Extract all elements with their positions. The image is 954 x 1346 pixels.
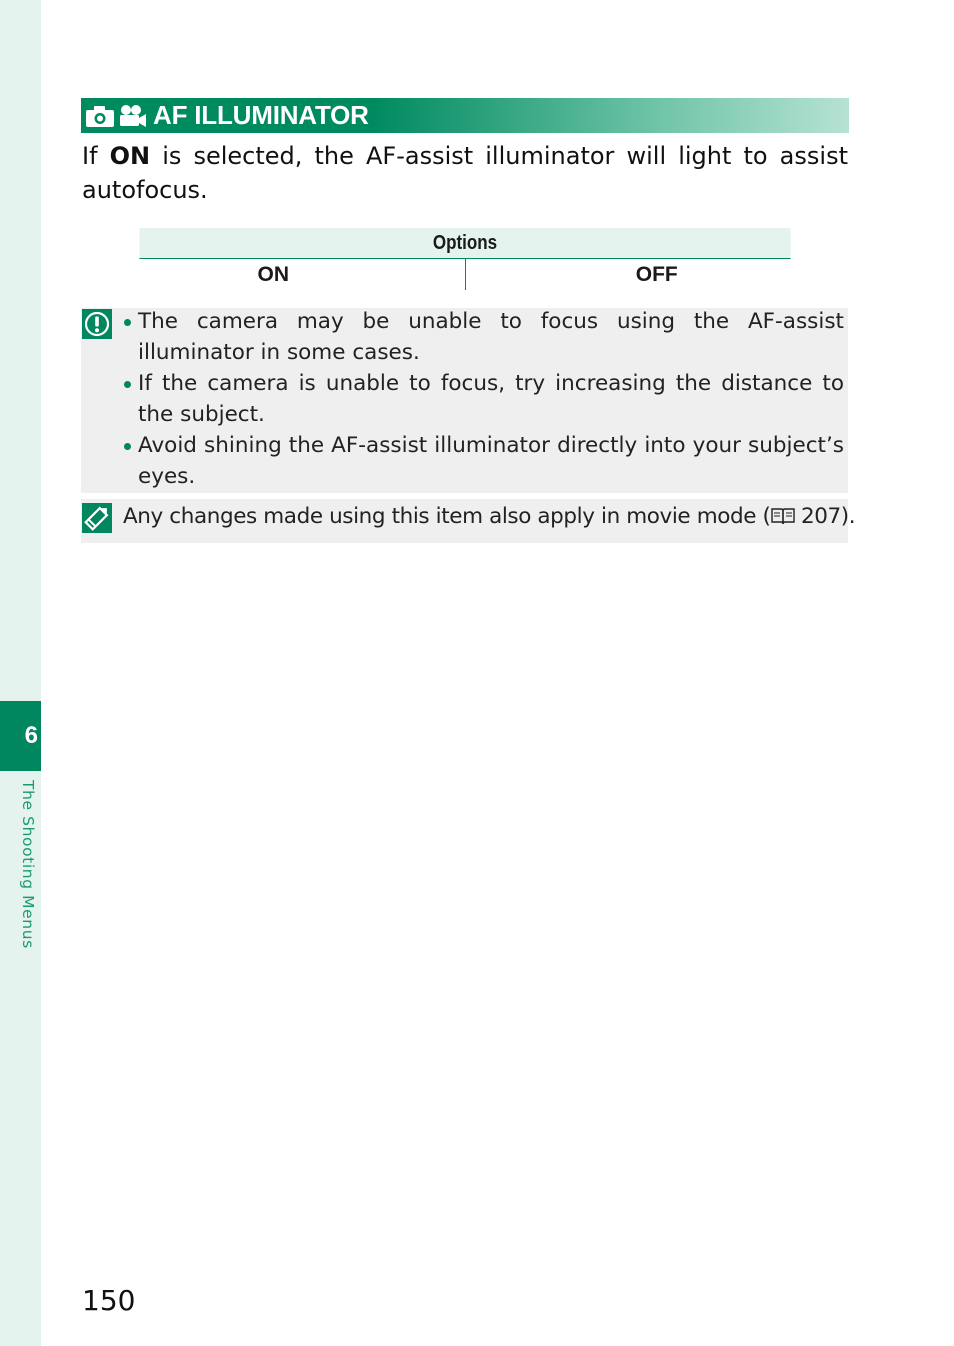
book-icon xyxy=(771,507,795,525)
movie-camera-icon xyxy=(117,104,147,128)
caution-box xyxy=(81,308,848,493)
options-row xyxy=(82,259,848,290)
tip-icon xyxy=(82,503,112,533)
caution-list xyxy=(122,306,844,492)
caution-icon xyxy=(82,309,112,339)
option-on: ON xyxy=(257,263,289,286)
page-number: 150 xyxy=(82,1284,136,1317)
section-title-bar xyxy=(81,98,849,133)
option-off: OFF xyxy=(465,259,849,290)
caution-item: Avoid shining the AF-assist illuminator directly into your subject’s eyes. xyxy=(122,430,844,492)
tip-page-ref: 207 xyxy=(800,504,841,529)
chapter-number: 6 xyxy=(24,722,38,749)
tip-text-after: ). xyxy=(840,504,856,529)
options-table xyxy=(82,228,848,290)
tip-text xyxy=(123,499,855,535)
chapter-label: The Shooting Menus xyxy=(19,780,37,949)
caution-item: If the camera is unable to focus, try increasing the distance to the subject. xyxy=(122,368,844,430)
caution-item: The camera may be unable to focus using the AF-assist illuminator in some cases. xyxy=(122,306,844,368)
intro-suffix: is selected, the AF-assist illuminator will light to assist autofocus. xyxy=(82,142,848,204)
chapter-side-strip xyxy=(0,0,41,1346)
chapter-number-tab xyxy=(0,701,41,771)
tip-text-before: Any changes made using this item also apply in movie mode ( xyxy=(123,504,771,529)
tip-box xyxy=(81,499,856,543)
options-header: Options xyxy=(139,228,790,259)
still-camera-icon xyxy=(85,104,115,128)
section-title: AF ILLUMINATOR xyxy=(153,100,369,130)
intro-paragraph xyxy=(82,139,848,207)
intro-prefix: If xyxy=(82,142,98,170)
intro-keyword: ON xyxy=(109,142,151,170)
